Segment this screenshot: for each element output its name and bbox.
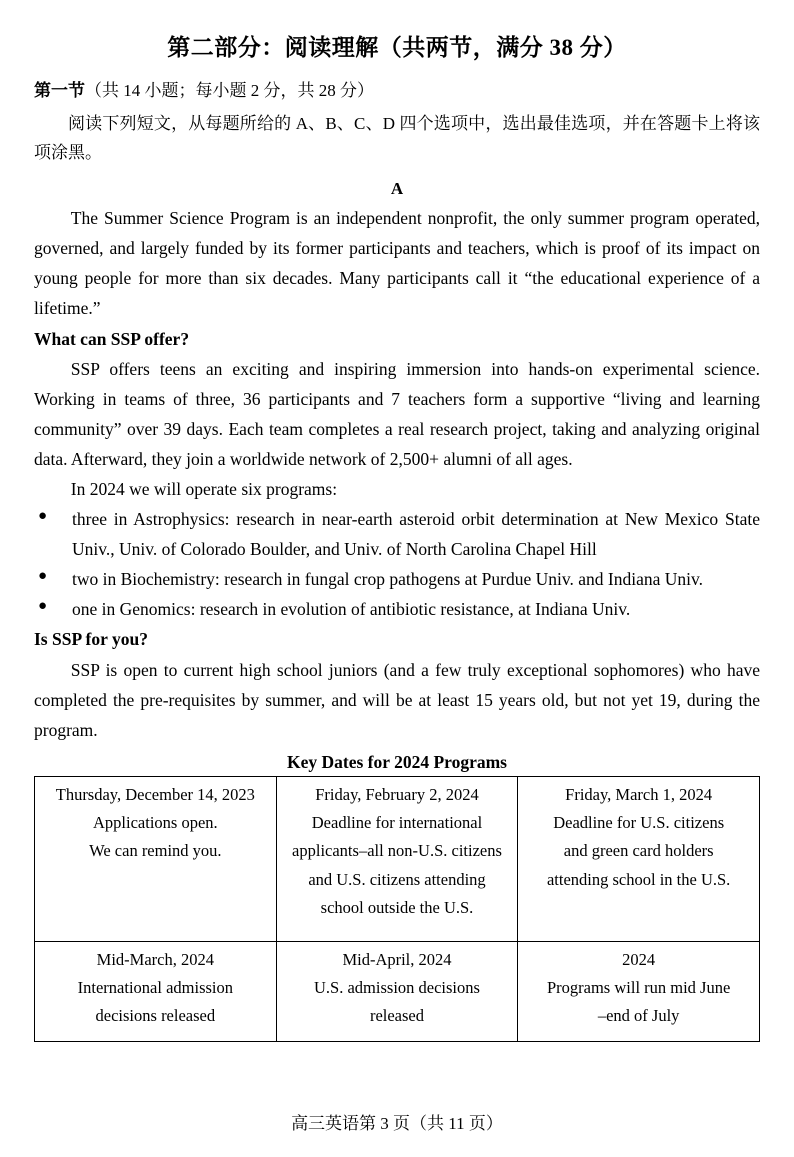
table-title: Key Dates for 2024 Programs	[287, 751, 507, 772]
passage-paragraph-2: SSP offers teens an exciting and inspiring immersion into hands-on experimental science. Working in teams of three, 36 participants and 7 teachers form a supportive “living and learning community” over 39 days. Each team completes a real research project, taking and analyzing original data. Afterward, they join a worldwide network of 2,500+ alumni of all ages.	[34, 358, 760, 469]
cell-line: U.S. admission decisions	[314, 977, 480, 997]
cell-line: Programs will run mid June	[546, 977, 731, 997]
table-cell	[35, 941, 277, 1041]
section-label: 第一节	[34, 80, 85, 100]
bullet-icon: ●	[38, 568, 48, 585]
passage-paragraph-1: The Summer Science Program is an independent nonprofit, the only summer program operated, governed, and largely funded by its former participants and teachers, which is proof of its impact on young people for more than six decades. Many participants call it “the educational experience of a lifetime.”	[34, 208, 760, 319]
cell-line: and green card holders	[563, 841, 714, 861]
cell-line: We can remind you.	[89, 841, 222, 861]
table-row	[35, 776, 760, 941]
table-cell	[518, 941, 760, 1041]
cell-line: attending school in the U.S.	[546, 869, 731, 889]
table-cell	[35, 776, 277, 941]
bullet-icon: ●	[38, 598, 48, 615]
table-cell	[276, 776, 518, 941]
cell-line: and U.S. citizens attending	[308, 869, 486, 889]
table-row	[35, 941, 760, 1041]
cell-line: decisions released	[95, 1006, 216, 1026]
list-item-text: one in Genomics: research in evolution of antibiotic resistance, at Indiana Univ.	[72, 599, 631, 620]
cell-line: school outside the U.S.	[320, 898, 474, 918]
cell-line: released	[369, 1006, 424, 1026]
program-list	[34, 504, 760, 624]
list-item-text: two in Biochemistry: research in fungal crop pathogens at Purdue Univ. and Indiana Univ.	[72, 569, 703, 590]
passage-paragraph-4: SSP is open to current high school juniors (and a few truly exceptional sophomores) who have completed the pre-requisites by summer, and will be at least 15 years old, but not yet 19, during the program.	[34, 659, 760, 740]
section-detail: （共 14 小题；每小题 2 分，共 28 分）	[85, 80, 374, 100]
cell-line: Friday, February 2, 2024	[315, 784, 479, 804]
list-item	[34, 594, 760, 624]
table-cell	[276, 941, 518, 1041]
cell-line: Applications open.	[93, 812, 218, 832]
cell-line: Mid-March, 2024	[96, 949, 214, 969]
list-item-text: three in Astrophysics: research in near-earth asteroid orbit determination at New Mexico State Univ., Univ. of Colorado Boulder, and Univ. of North Carolina Chapel Hill	[72, 509, 760, 560]
cell-line: –end of July	[597, 1006, 680, 1026]
cell-line: Friday, March 1, 2024	[565, 784, 713, 804]
cell-line: 2024	[622, 949, 656, 969]
bullet-icon: ●	[38, 508, 48, 525]
passage-heading-eligibility: Is SSP for you?	[34, 629, 148, 650]
section-heading	[34, 79, 760, 103]
cell-line: Deadline for U.S. citizens	[553, 812, 725, 832]
cell-line: applicants–all non-U.S. citizens	[292, 841, 502, 861]
page-footer: 高三英语第 3 页（共 11 页）	[291, 1113, 503, 1133]
list-item	[34, 564, 760, 594]
list-item	[34, 504, 760, 564]
passage-label: A	[390, 179, 404, 199]
instructions-paragraph: 阅读下列短文，从每题所给的 A、B、C、D 四个选项中，选出最佳选项，并在答题卡上将该项涂黑。	[34, 113, 760, 162]
cell-line: Deadline for international	[311, 812, 483, 832]
page-title: 第二部分：阅读理解（共两节，满分 38 分）	[167, 35, 627, 60]
cell-line: International admission	[77, 977, 233, 997]
passage-heading-offer: What can SSP offer?	[34, 328, 190, 349]
key-dates-table	[34, 776, 760, 1042]
table-cell	[518, 776, 760, 941]
passage-paragraph-3: In 2024 we will operate six programs:	[70, 479, 338, 499]
cell-line: Mid-April, 2024	[342, 949, 452, 969]
cell-line: Thursday, December 14, 2023	[55, 784, 255, 804]
exam-page	[0, 33, 794, 1157]
